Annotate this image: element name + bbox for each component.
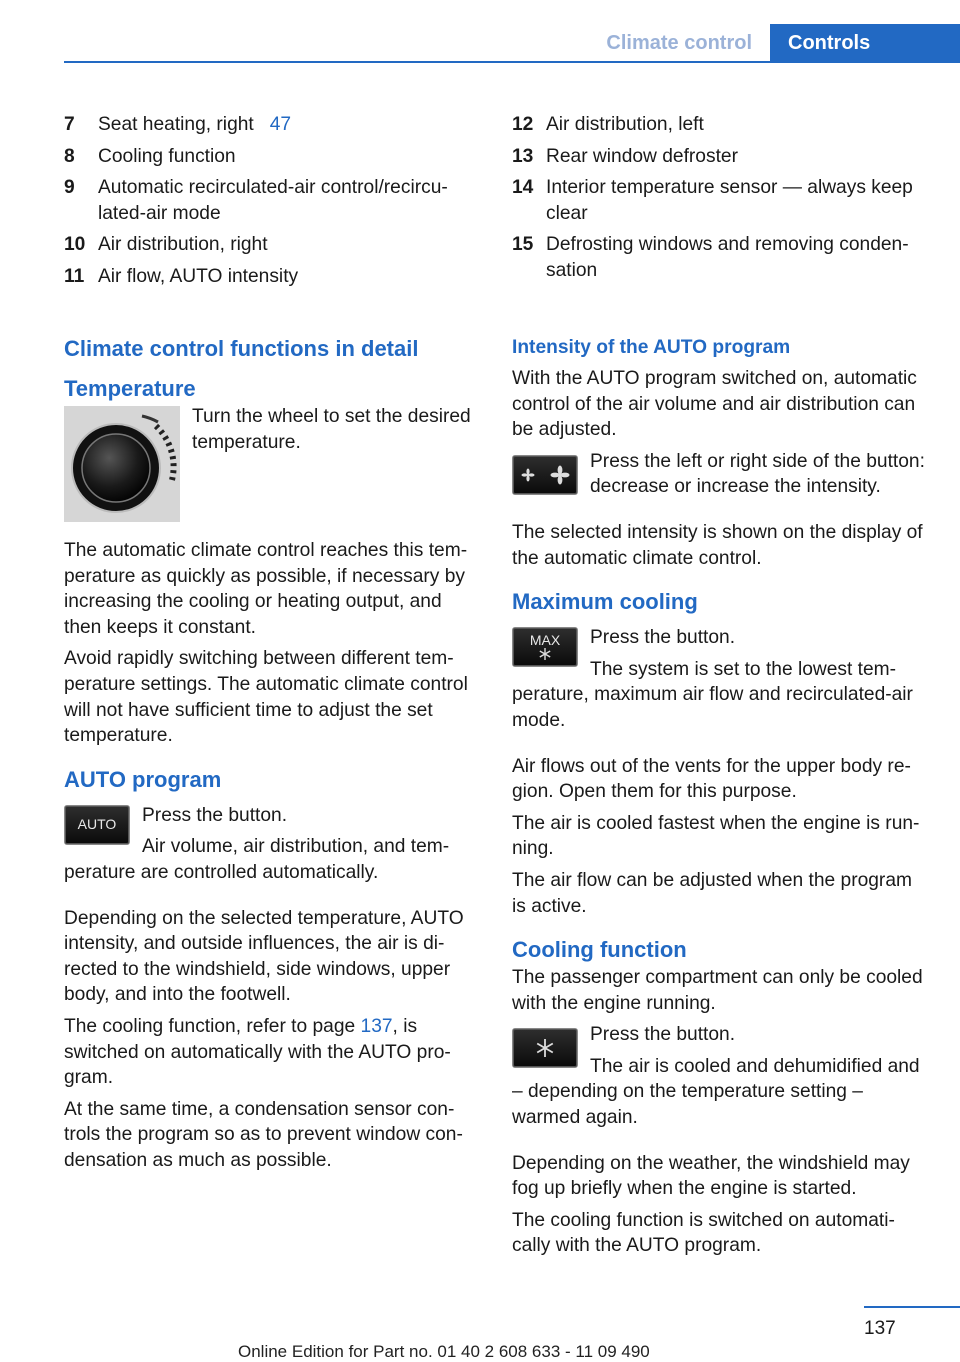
cooling-line: The air is cooled and dehumidified and – depending on the temperature setting – warmed again. bbox=[512, 1055, 920, 1129]
legend-text: Air flow, AUTO intensity bbox=[98, 265, 299, 287]
legend-item bbox=[64, 175, 480, 226]
auto-button[interactable] bbox=[64, 805, 130, 845]
legend-item bbox=[512, 232, 928, 283]
legend-text: Cooling function bbox=[98, 145, 236, 167]
legend-text: Defrosting windows and removing conden-sation bbox=[546, 234, 909, 281]
header-divider bbox=[64, 61, 960, 63]
header-tabs bbox=[588, 24, 960, 62]
legend-number: 13 bbox=[512, 145, 534, 167]
temperature-heading: Temperature bbox=[64, 376, 196, 401]
left-column bbox=[64, 336, 480, 1179]
max-line: The system is set to the lowest tem-perature, maximum air flow and recirculated-air mode. bbox=[512, 658, 913, 731]
legend-number: 7 bbox=[64, 114, 75, 135]
legend-item bbox=[64, 144, 480, 170]
temperature-knob-image bbox=[64, 406, 180, 522]
legend-text: Air distribution, left bbox=[546, 114, 704, 135]
temperature-paragraph: Avoid rapidly switching between different tem-perature settings. The automatic climate control will not have sufficient time to adjust the set temperature. bbox=[64, 648, 468, 747]
legend-text: Seat heating, right bbox=[98, 114, 254, 135]
legend-number: 14 bbox=[512, 177, 534, 199]
max-line: Press the button. bbox=[590, 627, 736, 649]
cooling-line: Press the button. bbox=[590, 1024, 736, 1046]
temperature-knob-icon bbox=[64, 406, 180, 522]
section-heading: Climate control functions in detail bbox=[64, 336, 419, 361]
legend-item bbox=[512, 175, 928, 226]
legend-item bbox=[512, 112, 928, 138]
intensity-heading: Intensity of the AUTO program bbox=[512, 337, 791, 358]
legend-text: Air distribution, right bbox=[98, 234, 268, 256]
temperature-paragraph: The automatic climate control reaches this tem-perature as quickly as possible, if necessary by increasing the cooling or heating output, and then keeps it constant. bbox=[64, 540, 468, 638]
auto-paragraph: At the same time, a condensation sensor con-trols the program so as to prevent window con-densation as much as possible. bbox=[64, 1098, 463, 1171]
max-button[interactable] bbox=[512, 627, 578, 667]
auto-button-image bbox=[64, 805, 130, 845]
auto-text: The cooling function, refer to page bbox=[64, 1015, 361, 1037]
auto-line: Air volume, air distribution, and tem-perature are controlled automatically. bbox=[64, 836, 450, 883]
auto-paragraph bbox=[64, 1014, 480, 1091]
intensity-paragraph: The selected intensity is shown on the display of the automatic climate control. bbox=[512, 521, 923, 569]
legend-number: 10 bbox=[64, 234, 86, 256]
legend-item bbox=[64, 264, 480, 290]
page-link[interactable]: 47 bbox=[269, 114, 292, 135]
chapter-title[interactable]: Controls bbox=[770, 24, 960, 62]
auto-button-label: AUTO bbox=[77, 815, 117, 832]
intensity-button[interactable] bbox=[512, 455, 578, 495]
fan-icon bbox=[550, 465, 570, 485]
snowflake-icon bbox=[534, 1037, 556, 1059]
cooling-paragraph: The passenger compartment can only be cooled with the engine running. bbox=[512, 967, 923, 1014]
cooling-heading: Cooling function bbox=[512, 937, 687, 963]
intensity-button-image bbox=[512, 455, 578, 495]
max-paragraph: The air flow can be adjusted when the program is active. bbox=[512, 869, 912, 917]
cooling-paragraph: Depending on the weather, the windshield may fog up briefly when the engine is started. bbox=[512, 1152, 910, 1200]
right-column bbox=[512, 336, 928, 1265]
snowflake-icon bbox=[538, 647, 552, 661]
cooling-button[interactable] bbox=[512, 1028, 578, 1068]
max-paragraph: The air is cooled fastest when the engine is run-ning. bbox=[512, 812, 920, 860]
auto-paragraph: Depending on the selected temperature, AUTO intensity, and outside influences, the air is di-rected to the windshield, side windows, upper body, and into the footwell. bbox=[64, 907, 464, 1006]
legend-item bbox=[512, 144, 928, 170]
legend-number: 15 bbox=[512, 234, 534, 256]
cooling-paragraph: The cooling function is switched on automati-cally with the AUTO program. bbox=[512, 1209, 895, 1257]
temperature-intro: Turn the wheel to set the desired temperature. bbox=[192, 406, 471, 453]
legend-text: Automatic recirculated-air control/recircu-lated-air mode bbox=[98, 177, 448, 224]
max-heading: Maximum cooling bbox=[512, 589, 698, 615]
intensity-paragraph: With the AUTO program switched on, automatic control of the air volume and air distribution can be adjusted. bbox=[512, 368, 917, 441]
auto-text: , is switched on automatically with the AUTO pro-gram. bbox=[64, 1015, 451, 1089]
legend-item bbox=[64, 112, 480, 138]
auto-heading: AUTO program bbox=[64, 766, 222, 792]
cooling-button-image bbox=[512, 1028, 578, 1068]
footer-divider bbox=[864, 1306, 960, 1308]
intensity-button-text: Press the left or right side of the button: decrease or increase the intensity. bbox=[590, 450, 925, 498]
legend-number: 8 bbox=[64, 145, 75, 167]
edition-text: Online Edition for Part no. 01 40 2 608 633 - 11 09 490 bbox=[238, 1342, 650, 1361]
legend-text: Interior temperature sensor — always keep clear bbox=[546, 177, 913, 224]
max-button-label: MAX bbox=[529, 632, 561, 649]
legend-item bbox=[64, 232, 480, 258]
page-link[interactable]: 137 bbox=[360, 1015, 393, 1037]
legend-right bbox=[512, 112, 928, 290]
max-button-image bbox=[512, 627, 578, 667]
legend-text: Rear window defroster bbox=[546, 145, 738, 167]
fan-small-icon bbox=[521, 468, 535, 482]
legend-number: 11 bbox=[64, 265, 85, 287]
auto-line: Press the button. bbox=[142, 804, 288, 826]
section-title[interactable]: Climate control bbox=[606, 32, 752, 54]
legend-number: 9 bbox=[64, 177, 75, 199]
page-number: 137 bbox=[864, 1318, 896, 1339]
legend-number: 12 bbox=[512, 114, 534, 135]
max-paragraph: Air flows out of the vents for the upper body re-gion. Open them for this purpose. bbox=[512, 755, 911, 803]
legend-left bbox=[64, 112, 480, 296]
